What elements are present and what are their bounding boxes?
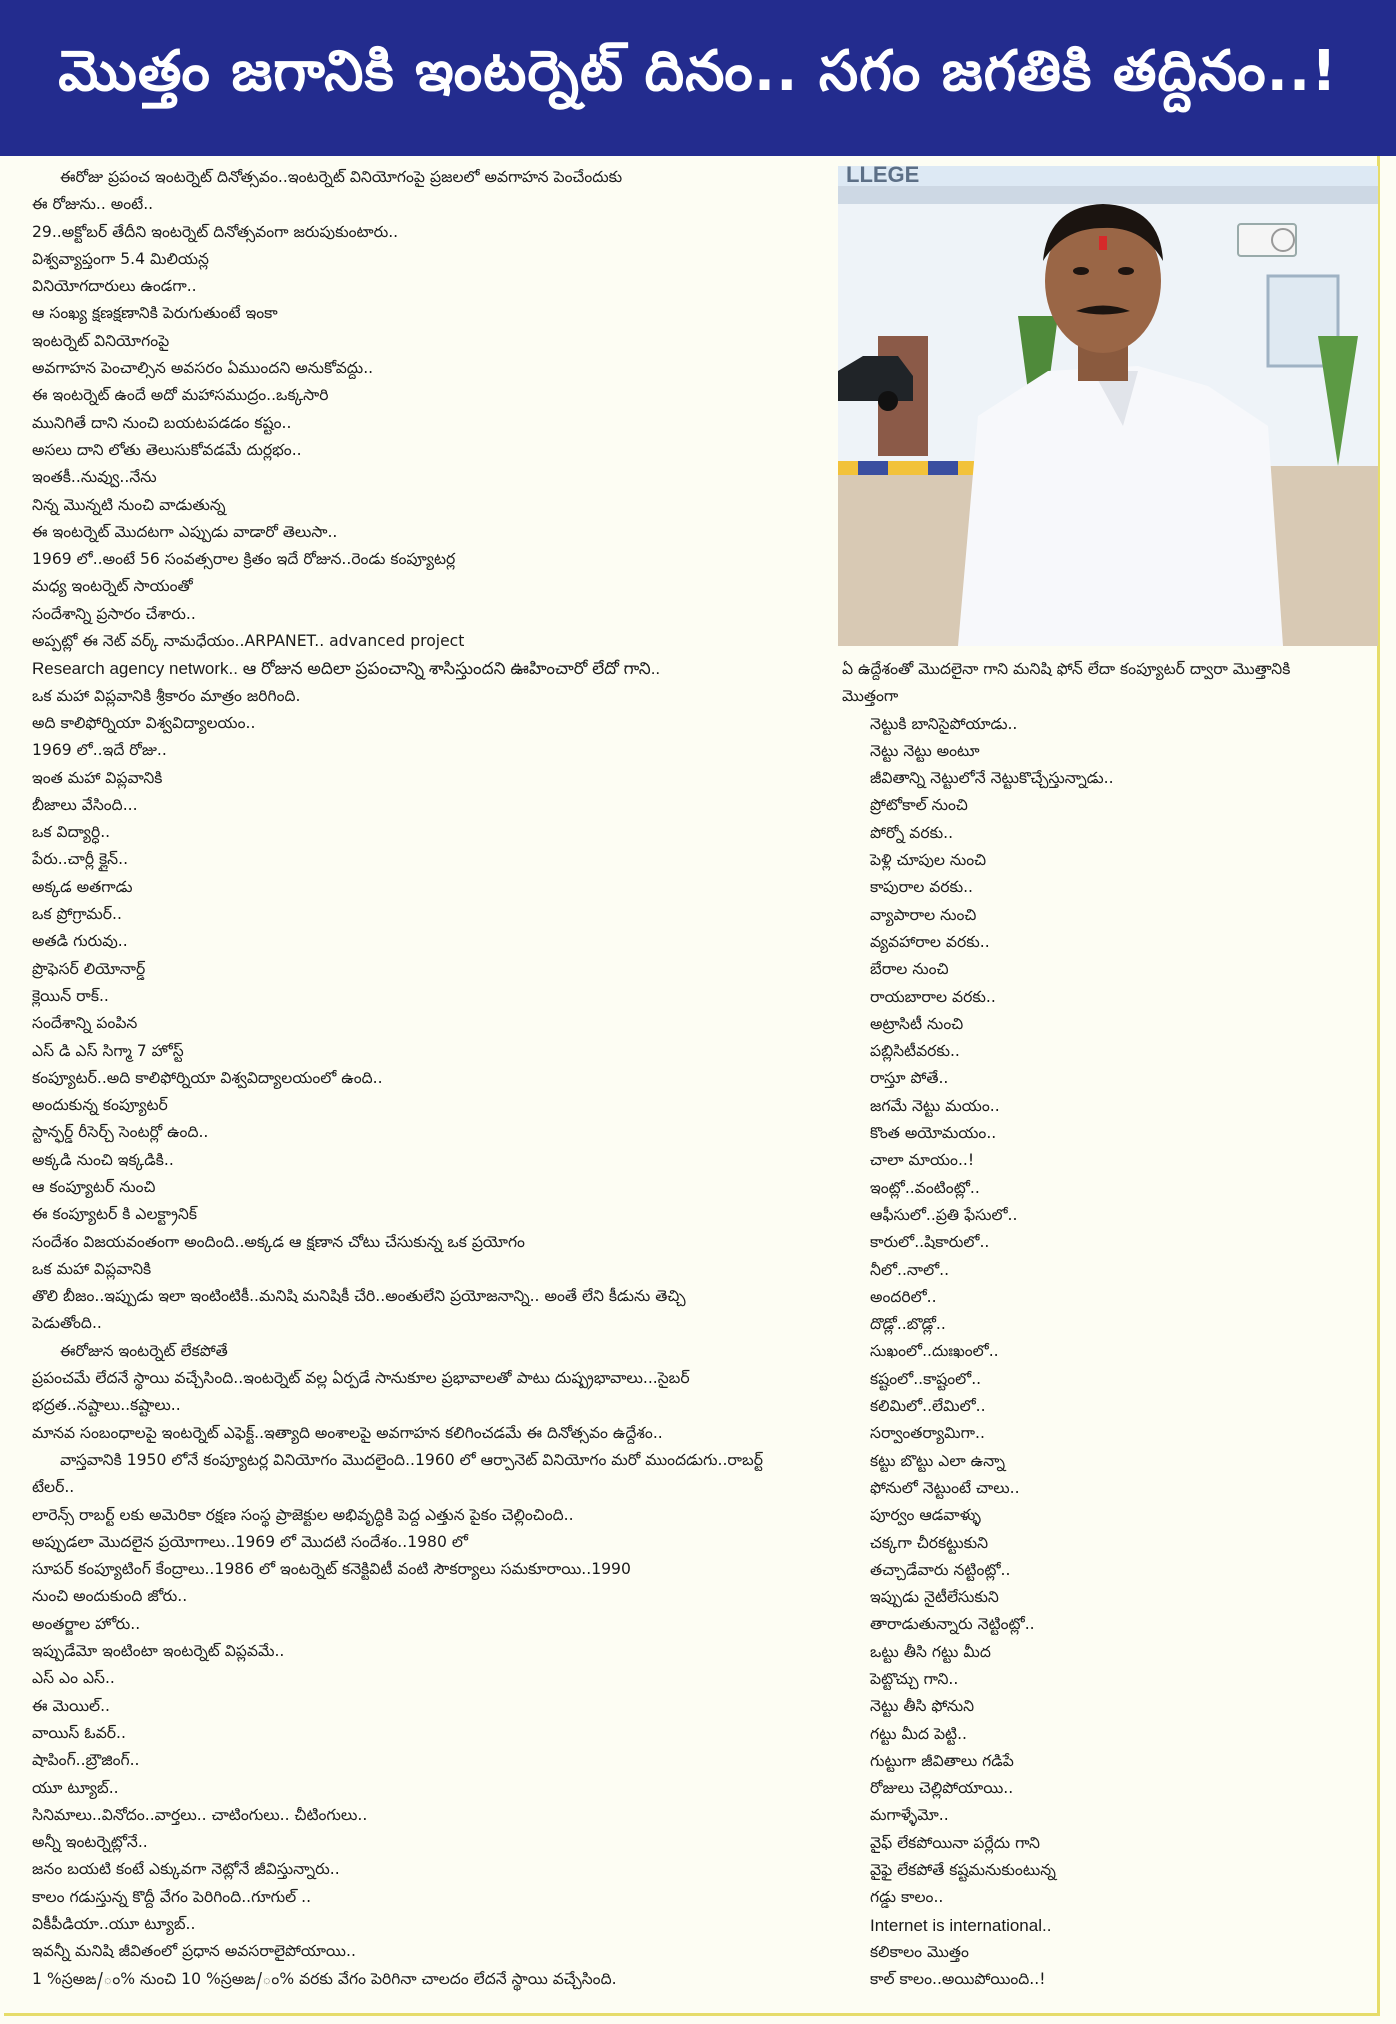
text-line: ప్రొఫెసర్ లియోనార్డ్ [32,959,146,978]
text-line: పోర్నో వరకు.. [870,823,954,842]
text-line: కట్టు బొట్టు ఎలా ఉన్నా [870,1451,1006,1470]
text-line: ఒక మహా విప్లవానికి [32,1259,152,1278]
text-line: కాల్ కాలం..అయిపోయింది..! [870,1970,1046,1989]
text-line: ఇంటర్నెట్ వినియోగంపై [32,331,170,350]
text-line: సినిమాలు..వినోదం..వార్తలు.. చాటింగులు.. చీటింగులు.. [32,1805,368,1824]
text-line: బేరాల నుంచి [870,960,949,979]
text-line: కారులో..షికారులో.. [870,1233,990,1252]
text-line: ఎస్ ఎం ఎస్.. [32,1669,115,1688]
text-line: సర్వాంతర్యామిగా.. [870,1424,985,1443]
text-line: వ్యవహారాల వరకు.. [870,932,990,951]
text-line: ఆఫీసులో..ప్రతి ఫేసులో.. [870,1205,1018,1224]
text-line: భద్రత..నష్టాలు..కష్టాలు.. [32,1396,181,1415]
author-photo [838,166,1378,646]
text-line: మొత్తంగా [842,687,899,706]
text-line: మానవ సంబంధాలపై ఇంటర్నెట్ ఎఫెక్ట్..ఇత్యాది అంశాలపై అవగాహన కలిగించడమే ఈ దినోత్సవం ఉద్దేశం.. [32,1423,663,1442]
text-line: ఈ రోజును.. అంటే.. [32,195,154,214]
text-line: ఒక విద్యార్ధి.. [32,823,111,842]
text-line: సుఖంలో..దుఃఖంలో.. [870,1342,999,1361]
text-line: నెట్టు తీసి ఫోనుని [870,1697,975,1716]
text-line: నెట్టుకి బానిసైపోయాడు.. [870,714,1018,733]
headline-banner [0,0,1396,156]
text-line: అట్రాసిటీ నుంచి [870,1014,964,1033]
text-line: కొంత అయోమయం.. [870,1124,997,1143]
text-line: సందేశాన్ని పంపిన [32,1014,138,1033]
text-line: సందేశం విజయవంతంగా అందింది..అక్కడ ఆ క్షణాన చోటు చేసుకున్న ఒక ప్రయోగం [32,1232,525,1251]
text-line: పెళ్లి చూపుల నుంచి [870,851,987,870]
text-line: క్లెయిన్ రాక్.. [32,986,109,1005]
text-line: మగాళ్ళేమో.. [870,1806,949,1825]
text-line: కలిమిలో..లేమిలో.. [870,1397,986,1416]
text-line: కలికాలం మొత్తం [870,1942,969,1961]
text-line: కష్టంలో..కాష్టంలో.. [870,1369,982,1388]
text-line: అక్కడ అతగాడు [32,877,133,896]
text-line: రోజులు చెల్లిపోయాయి.. [870,1779,1014,1798]
text-line: ఈ మెయిల్.. [32,1696,110,1715]
text-line: ఏ ఉద్దేశంతో మొదలైనా గాని మనిషి ఫోన్ లేదా కంప్యూటర్ ద్వారా మొత్తానికి [842,660,1291,678]
text-line: మధ్య ఇంటర్నెట్ సాయంతో [32,577,193,596]
text-line: సందేశాన్ని ప్రసారం చేశారు.. [32,604,196,623]
text-line: విశ్వవ్యాప్తంగా 5.4 మిలియన్ల [32,249,209,268]
text-line: గుట్టుగా జీవితాలు గడిపే [870,1751,1014,1770]
text-line: షాపింగ్..బ్రౌజింగ్.. [32,1751,140,1770]
text-line: Research agency network.. ఆ రోజున అదిలా ప్రపంచాన్ని శాసిస్తుందని ఊహించారో లేదో గాని.. [32,659,661,679]
text-line: అతడి గురువు.. [32,932,128,951]
headline: మొత్తం జగానికి ఇంటర్నెట్ దినం.. సగం జగతికి తద్దినం..! [58,38,1338,104]
text-line: నిన్న మొన్నటి నుంచి వాడుతున్న [32,495,226,514]
text-line: అందరిలో.. [870,1287,937,1306]
text-line: ఇప్పుడు నైటీలేసుకుని [870,1588,999,1607]
text-line: ఇవన్నీ మనిషి జీవితంలో ప్రధాన అవసరాలైపోయాయి.. [32,1942,356,1961]
text-line: టేలర్.. [32,1478,75,1497]
text-line: ఒక మహా విప్లవానికి శ్రీకారం మాత్రం జరిగింది. [32,686,301,705]
text-line: ఈరోజున ఇంటర్నెట్ లేకపోతే [60,1341,228,1360]
text-line: జనం బయటి కంటే ఎక్కువగా నెట్లోనే జీవిస్తున్నారు.. [32,1860,340,1879]
text-line: ఈ ఇంటర్నెట్ ఉందే అదో మహాసముద్రం..ఒక్కసారి [32,386,329,405]
text-line: నుంచి అందుకుంది జోరు.. [32,1587,188,1606]
text-line: అప్పుడలా మొదలైన ప్రయోగాలు..1969 లో మొదటి సందేశం..1980 లో [32,1532,468,1551]
text-line: అది కాలిఫోర్నియా విశ్వవిద్యాలయం.. [32,713,256,732]
text-line: ఇప్పుడేమో ఇంటింటా ఇంటర్నెట్ విప్లవమే.. [32,1642,285,1661]
text-line: ప్రోటోకాల్ నుంచి [870,796,968,815]
text-line: ఒక ప్రోగ్రామర్.. [32,905,122,924]
text-line: వాస్తవానికి 1950 లోనే కంప్యూటర్ల వినియోగం మొదలైంది..1960 లో ఆర్పానెట్ వినియోగం మరో ముందడుగు..రాబర్ట్ [60,1450,763,1469]
text-line: అప్పట్లో ఈ నెట్ వర్క్ నామధేయం..ARPANET.. advanced project [32,632,465,651]
text-line: పూర్వం ఆడవాళ్ళు [870,1506,981,1525]
text-line: ఎస్ డి ఎస్ సిగ్మా 7 హోస్ట్ [32,1041,184,1060]
text-line: కాలం గడుస్తున్న కొద్దీ వేగం పెరిగింది..గూగుల్ .. [32,1887,312,1906]
text-line: వైఫై లేకపోతే కష్టమనుకుంటున్న [870,1861,1056,1880]
building-sign-text: LLEGE [846,166,920,187]
text-line: స్టాన్ఫర్డ్ రీసెర్చ్ సెంటర్లో ఉంది.. [32,1123,209,1142]
text-line: యూ ట్యూబ్.. [32,1778,119,1797]
text-line: పెడుతోంది.. [32,1314,102,1333]
text-line: ఇంతకీ..నువ్వు..నేను [32,468,157,487]
text-line: అంతర్జాల హోరు.. [32,1614,141,1633]
text-line: వైఫ్ లేకపోయినా పర్లేదు గాని [870,1833,1040,1852]
text-line: గడ్డు కాలం.. [870,1888,944,1907]
text-line: నీలో..నాలో.. [870,1260,950,1279]
text-line: పబ్లిసిటీవరకు.. [870,1042,960,1061]
text-line: ఈ ఇంటర్నెట్ మొదటగా ఎప్పుడు వాడారో తెలుసా.. [32,522,338,541]
text-line: అసలు దాని లోతు తెలుసుకోవడమే దుర్లభం.. [32,440,302,459]
text-line: 1969 లో..అంటే 56 సంవత్సరాల క్రితం ఇదే రోజున..రెండు కంప్యూటర్ల [32,550,456,569]
text-line: ఫోనులో నెట్టుంటే చాలు.. [870,1478,1020,1497]
text-line: పేరు..చార్లీ క్లైన్.. [32,850,129,869]
text-line: జగమే నెట్టు మయం.. [870,1096,1000,1115]
text-line: ఆ సంఖ్య క్షణక్షణానికి పెరుగుతుంటే ఇంకా [32,304,278,323]
text-line: చక్కగా చీరకట్టుకుని [870,1533,989,1552]
text-line: ఈరోజు ప్రపంచ ఇంటర్నెట్ దినోత్సవం..ఇంటర్నెట్ వినియోగంపై ప్రజలలో అవగాహన పెంచేందుకు [60,168,623,186]
text-line: ప్రపంచమే లేదనే స్థాయి వచ్చేసింది..ఇంటర్నెట్ వల్ల ఏర్పడే సానుకూల ప్రభావాలతో పాటు దుష్ప్రభావాలు...సైబర్ [32,1369,690,1388]
text-line: వినియోగదారులు ఉండగా.. [32,277,197,296]
text-line: ఇంత మహా విప్లవానికి [32,768,163,787]
text-line: వాయిస్ ఓవర్.. [32,1723,126,1742]
text-line: తచ్చాడేవారు నట్టింట్లో.. [870,1560,1011,1579]
text-line: ఈ కంప్యూటర్ కి ఎలక్ట్రానిక్ [32,1205,198,1224]
text-line: ఆ కంప్యూటర్ నుంచి [32,1177,156,1196]
text-line: ఒట్టు తీసి గట్టు మీద [870,1642,991,1661]
text-line: వికీపీడియా..యూ ట్యూబ్.. [32,1915,196,1933]
text-line: 1 %స్రఅఙ/ం% నుంచి 10 %స్రఅఙ/ం% వరకు వేగం పెరిగినా చాలదం లేదనే స్థాయి వచ్చేసింది. [32,1969,617,1988]
text-line: అందుకున్న కంప్యూటర్ [32,1096,168,1115]
text-line: తొలి బీజం..ఇప్పుడు ఇలా ఇంటింటికీ..మనిషి మనిషికీ చేరి..అంతులేని ప్రయోజనాన్ని.. అంతే లేని కీడును తెచ్చి [32,1287,686,1306]
text-line: నెట్టు నెట్టు అంటూ [870,741,980,760]
text-line: బీజాలు వేసింది... [32,795,138,814]
text-line: అన్నీ ఇంటర్నెట్లోనే.. [32,1833,148,1852]
text-line: గట్టు మీద పెట్టి.. [870,1724,967,1743]
text-line: జీవితాన్ని నెట్టులోనే నెట్టుకొచ్చేస్తున్నాడు.. [870,769,1114,788]
article-right-column [842,656,1374,1994]
text-line: వ్యాపారాల నుంచి [870,905,977,924]
text-line: అవగాహన పెంచాల్సిన అవసరం ఏముందని అనుకోవద్దు.. [32,359,374,378]
text-line: తారాడుతున్నారు నెట్టింట్లో.. [870,1615,1035,1634]
text-line: కంప్యూటర్..అది కాలిఫోర్నియా విశ్వవిద్యాలయంలో ఉంది.. [32,1068,383,1087]
text-line: 29..అక్టోబర్ తేదీని ఇంటర్నెట్ దినోత్సవంగా జరుపుకుంటారు.. [32,222,399,241]
text-line: ఇంట్లో..వంటింట్లో.. [870,1178,980,1197]
text-line: రాయబారాల వరకు.. [870,987,996,1006]
text-line: చాలా మాయం..! [870,1151,975,1170]
text-line: కాపురాల వరకు.. [870,878,974,897]
text-line: Internet is international.. [870,1915,1052,1935]
text-line: పెట్టొచ్చు గాని.. [870,1669,959,1688]
text-line: రాస్తూ పోతే.. [870,1069,949,1088]
text-line: 1969 లో..ఇదే రోజు.. [32,741,167,760]
article-left-column [32,164,828,1993]
text-line: దొడ్లో..బొడ్లో.. [870,1315,946,1334]
text-line: అక్కడి నుంచి ఇక్కడికి.. [32,1150,174,1169]
text-line: మునిగితే దాని నుంచి బయటపడడం కష్టం.. [32,413,292,432]
person-photo-illustration [838,166,1378,646]
text-line: సూపర్ కంప్యూటింగ్ కేంద్రాలు..1986 లో ఇంటర్నెట్ కనెక్టివిటీ వంటి సౌకర్యాలు సమకూరాయి..1990 [32,1560,631,1579]
text-line: లారెన్స్ రాబర్ట్ లకు అమెరికా రక్షణ సంస్థ ప్రాజెక్టుల అభివృద్ధికి పెద్ద ఎత్తున పైకం చెల్లించింది.. [32,1505,574,1524]
